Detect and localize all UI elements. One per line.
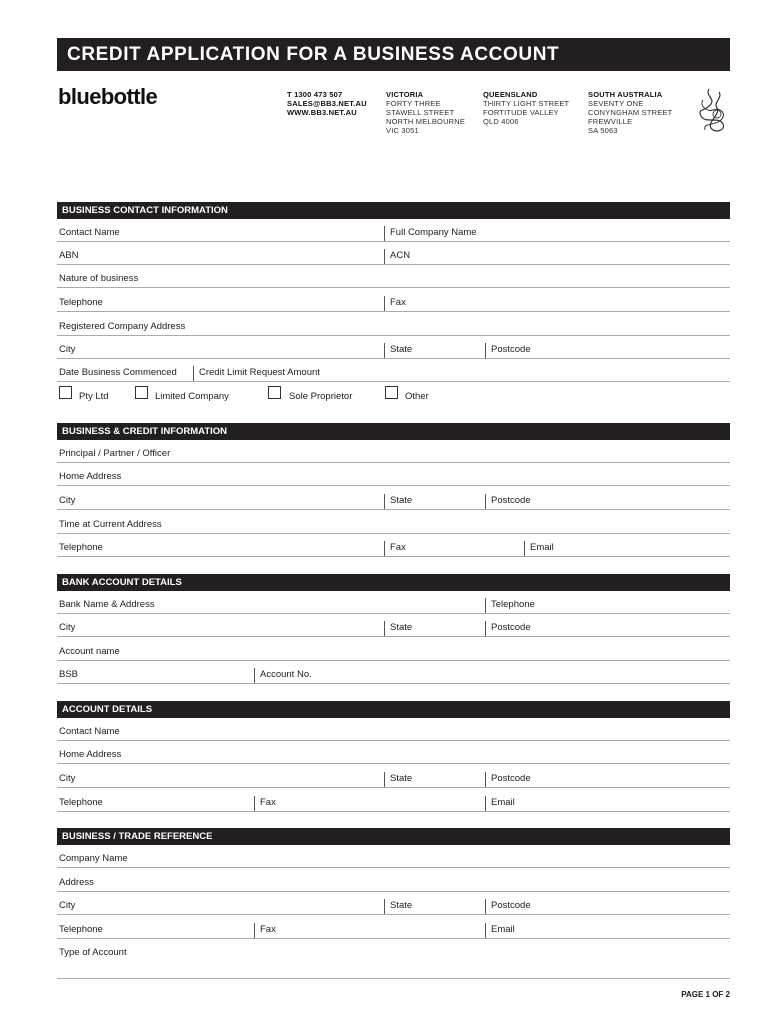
bank-name-label: Bank Name & Address	[59, 599, 155, 610]
fax-label: Fax	[384, 296, 406, 311]
row-telephone[interactable]	[57, 796, 730, 812]
row-home-address[interactable]	[57, 748, 730, 764]
row-bank-name[interactable]	[57, 598, 730, 614]
telephone-label: Telephone	[59, 297, 103, 308]
date-commenced-label: Date Business Commenced	[59, 367, 177, 378]
credit-limit-label: Credit Limit Request Amount	[193, 366, 320, 381]
row-telephone[interactable]	[57, 296, 730, 312]
pty-ltd-label: Pty Ltd	[79, 391, 109, 402]
city-label: City	[59, 773, 76, 784]
office-line: SA 5063	[588, 126, 618, 135]
row-city[interactable]	[57, 899, 730, 915]
row-principal[interactable]	[57, 447, 730, 463]
contact-name-label: Contact Name	[59, 726, 120, 737]
email-label: Email	[485, 796, 515, 811]
office-line: STAWELL STREET	[386, 108, 455, 117]
row-company-name[interactable]	[57, 852, 730, 868]
other-label: Other	[405, 391, 429, 402]
nature-of-business-label: Nature of business	[59, 273, 139, 284]
email-address: SALES@BB3.NET.AU	[287, 99, 367, 108]
page-number: PAGE 1 OF 2	[681, 990, 730, 999]
row-contact-name[interactable]	[57, 226, 730, 242]
home-address-label: Home Address	[59, 471, 122, 482]
city-label: City	[59, 344, 76, 355]
website: WWW.BB3.NET.AU	[287, 108, 357, 117]
email-label: Email	[524, 541, 554, 556]
pty-ltd-checkbox[interactable]	[59, 386, 72, 399]
office-south-australia	[588, 90, 672, 135]
office-line: THIRTY LIGHT STREET	[483, 99, 570, 108]
office-victoria	[386, 90, 465, 135]
city-label: City	[59, 900, 76, 911]
page-title: CREDIT APPLICATION FOR A BUSINESS ACCOUNT	[57, 38, 730, 71]
state-label: State	[384, 494, 412, 509]
office-line: QLD 4006	[483, 117, 519, 126]
postcode-label: Postcode	[485, 494, 531, 509]
row-bsb[interactable]	[57, 668, 730, 684]
type-of-account-label: Type of Account	[59, 947, 127, 958]
row-registered-address[interactable]	[57, 320, 730, 336]
row-time-at-address[interactable]	[57, 518, 730, 534]
contact-name-label: Contact Name	[59, 227, 120, 238]
state-label: State	[384, 621, 412, 636]
office-line: FORTY THREE	[386, 99, 441, 108]
postcode-label: Postcode	[485, 899, 531, 914]
row-nature-of-business[interactable]	[57, 272, 730, 288]
postcode-label: Postcode	[485, 621, 531, 636]
city-label: City	[59, 622, 76, 633]
row-city[interactable]	[57, 772, 730, 788]
office-state: QUEENSLAND	[483, 90, 538, 99]
other-checkbox[interactable]	[385, 386, 398, 399]
contact-details	[287, 90, 367, 117]
section-account-details: ACCOUNT DETAILS	[57, 701, 730, 718]
bsb-label: BSB	[59, 669, 79, 680]
postcode-label: Postcode	[485, 772, 531, 787]
fax-label: Fax	[254, 796, 276, 811]
limited-company-checkbox[interactable]	[135, 386, 148, 399]
bottle-swirl-icon	[693, 86, 733, 136]
office-state: SOUTH AUSTRALIA	[588, 90, 663, 99]
office-line: FORTITUDE VALLEY	[483, 108, 559, 117]
row-city[interactable]	[57, 621, 730, 637]
phone-number: T 1300 473 507	[287, 90, 343, 99]
office-line: SEVENTY ONE	[588, 99, 644, 108]
email-label: Email	[485, 923, 515, 938]
postcode-label: Postcode	[485, 343, 531, 358]
account-no-label: Account No.	[254, 668, 312, 683]
fax-label: Fax	[384, 541, 406, 556]
sole-proprietor-label: Sole Proprietor	[289, 391, 353, 402]
section-business-contact: BUSINESS CONTACT INFORMATION	[57, 202, 730, 219]
row-address[interactable]	[57, 876, 730, 892]
row-type-of-account[interactable]	[57, 946, 730, 961]
account-name-label: Account name	[59, 646, 120, 657]
office-state: VICTORIA	[386, 90, 424, 99]
address-label: Address	[59, 877, 94, 888]
row-contact-name[interactable]	[57, 725, 730, 741]
row-home-address[interactable]	[57, 470, 730, 486]
home-address-label: Home Address	[59, 749, 122, 760]
acn-label: ACN	[384, 249, 410, 264]
registered-address-label: Registered Company Address	[59, 321, 186, 332]
bluebottle-logo: bluebottle	[58, 84, 158, 109]
company-name-label: Company Name	[59, 853, 128, 864]
office-line: FREWVILLE	[588, 117, 633, 126]
section-business-credit: BUSINESS & CREDIT INFORMATION	[57, 423, 730, 440]
state-label: State	[384, 772, 412, 787]
office-line: NORTH MELBOURNE	[386, 117, 466, 126]
section-bank-account: BANK ACCOUNT DETAILS	[57, 574, 730, 591]
limited-company-label: Limited Company	[155, 391, 229, 402]
principal-label: Principal / Partner / Officer	[59, 448, 171, 459]
city-label: City	[59, 495, 76, 506]
row-city[interactable]	[57, 343, 730, 359]
row-city[interactable]	[57, 494, 730, 510]
section-trade-reference: BUSINESS / TRADE REFERENCE	[57, 828, 730, 845]
row-account-name[interactable]	[57, 645, 730, 661]
office-line: CONYNGHAM STREET	[588, 108, 673, 117]
row-telephone[interactable]	[57, 541, 730, 557]
abn-label: ABN	[59, 250, 79, 261]
telephone-label: Telephone	[485, 598, 535, 613]
office-queensland	[483, 90, 569, 126]
footer-divider	[57, 978, 730, 979]
fax-label: Fax	[254, 923, 276, 938]
state-label: State	[384, 899, 412, 914]
telephone-label: Telephone	[59, 542, 103, 553]
row-telephone[interactable]	[57, 923, 730, 939]
telephone-label: Telephone	[59, 797, 103, 808]
office-line: VIC 3051	[386, 126, 419, 135]
row-date-commenced[interactable]	[57, 366, 730, 382]
sole-proprietor-checkbox[interactable]	[268, 386, 281, 399]
state-label: State	[384, 343, 412, 358]
full-company-name-label: Full Company Name	[384, 226, 477, 241]
time-at-address-label: Time at Current Address	[59, 519, 162, 530]
telephone-label: Telephone	[59, 924, 103, 935]
row-abn[interactable]	[57, 249, 730, 265]
